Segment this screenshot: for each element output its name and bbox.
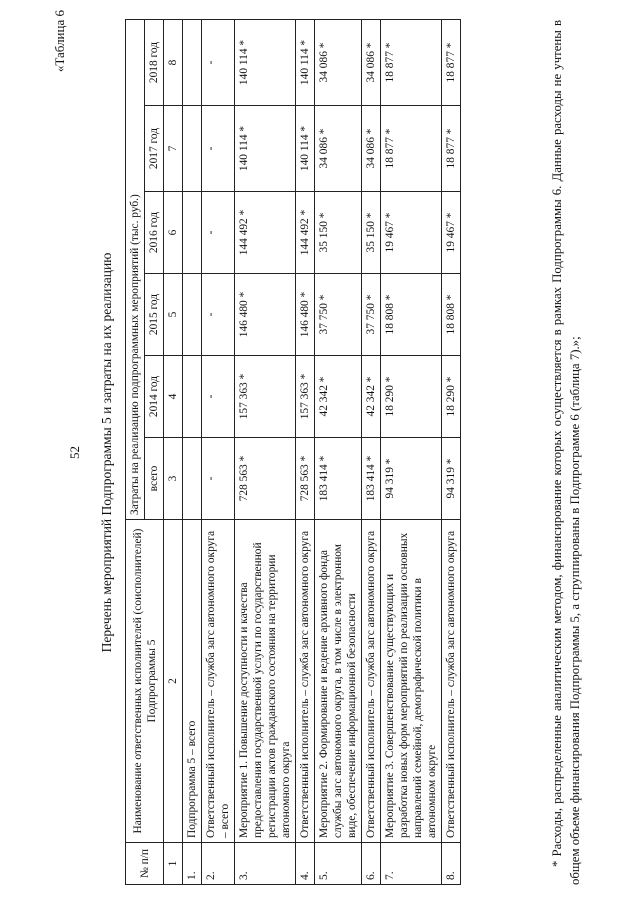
- cell-2016: 19 467 *: [442, 192, 461, 274]
- cell-2018: 18 877 *: [381, 19, 442, 105]
- cell-2018: 140 114 *: [235, 19, 296, 105]
- row-number: 5.: [315, 843, 362, 885]
- cell-2018: [183, 19, 202, 105]
- cell-2018: 140 114 *: [296, 19, 315, 105]
- row-number: 2.: [202, 843, 235, 885]
- row-number: 7.: [381, 843, 442, 885]
- header-2014: 2014 год: [145, 356, 164, 438]
- row-name: Подпрограмма 5 – всего: [183, 520, 202, 843]
- index-cell: 3: [164, 438, 183, 520]
- cell-2018: 34 086 *: [315, 19, 362, 105]
- index-cell: 4: [164, 356, 183, 438]
- table-row: [362, 19, 381, 884]
- cell-2014: 42 342 *: [362, 356, 381, 438]
- header-2016: 2016 год: [145, 192, 164, 274]
- header-costs: Затраты на реализацию подпрограммных мероприятий (тыс. руб.): [126, 19, 145, 519]
- cell-total: 728 563 *: [235, 438, 296, 520]
- index-cell: 5: [164, 274, 183, 356]
- table-row: [183, 19, 202, 884]
- cell-total: 94 319 *: [381, 438, 442, 520]
- cell-2014: 157 363 *: [296, 356, 315, 438]
- cell-2015: 146 480 *: [235, 274, 296, 356]
- cell-2018: 18 877 *: [442, 19, 461, 105]
- cell-2014: 42 342 *: [315, 356, 362, 438]
- row-number: 6.: [362, 843, 381, 885]
- row-name: Ответственный исполнитель – служба загс автономного округа: [442, 520, 461, 843]
- row-name: Ответственный исполнитель – служба загс автономного округа: [296, 520, 315, 843]
- cell-2017: [183, 106, 202, 192]
- cell-2014: 157 363 *: [235, 356, 296, 438]
- index-cell: 6: [164, 192, 183, 274]
- row-number: 1.: [183, 843, 202, 885]
- table-container: [125, 20, 461, 885]
- cell-2017: 140 114 *: [296, 106, 315, 192]
- cell-2016: 35 150 *: [362, 192, 381, 274]
- footnote: * Расходы, распределенные аналитическим методом, финансирование которых осуществляется в рамках Подпрограммы 6. Данные расходы не учтены в общем объеме финансирования Подпрограммы 5, а сгруппированы в Подпрограмме 6 (таблица 7).»;: [550, 20, 582, 885]
- index-cell: 7: [164, 106, 183, 192]
- index-cell: 2: [164, 520, 183, 843]
- header-num: № п/п: [126, 843, 164, 885]
- cell-total: 183 414 *: [362, 438, 381, 520]
- table-row: [235, 19, 296, 884]
- measures-cost-table: [125, 19, 461, 885]
- column-index-row: [164, 19, 183, 884]
- cell-2016: [183, 192, 202, 274]
- index-cell: 1: [164, 843, 183, 885]
- cell-2018: -: [202, 19, 235, 105]
- header-2018: 2018 год: [145, 19, 164, 105]
- row-number: 3.: [235, 843, 296, 885]
- cell-2017: 34 086 *: [362, 106, 381, 192]
- cell-2015: 18 808 *: [381, 274, 442, 356]
- header-2017: 2017 год: [145, 106, 164, 192]
- row-name: Мероприятие 1. Повышение доступности и качества предоставления государственной услуги по государственной регистрации актов гражданского состояния на территории автономного округа: [235, 520, 296, 843]
- cell-total: 183 414 *: [315, 438, 362, 520]
- cell-2015: 37 750 *: [315, 274, 362, 356]
- cell-2015: 146 480 *: [296, 274, 315, 356]
- cell-2016: 19 467 *: [381, 192, 442, 274]
- table-label: «Таблица 6: [52, 10, 67, 73]
- cell-2017: 18 877 *: [442, 106, 461, 192]
- cell-2016: 144 492 *: [235, 192, 296, 274]
- cell-2014: [183, 356, 202, 438]
- cell-total: 94 319 *: [442, 438, 461, 520]
- row-name: Ответственный исполнитель – служба загс автономного округа – всего: [202, 520, 235, 843]
- cell-2017: -: [202, 106, 235, 192]
- cell-2015: -: [202, 274, 235, 356]
- cell-2017: 18 877 *: [381, 106, 442, 192]
- cell-2014: 18 290 *: [381, 356, 442, 438]
- cell-total: [183, 438, 202, 520]
- cell-2016: -: [202, 192, 235, 274]
- row-number: 4.: [296, 843, 315, 885]
- row-name: Мероприятие 2. Формирование и ведение архивного фонда службы загс автономного округа, в том числе в электронном виде, обеспечение информационной безопасности: [315, 520, 362, 843]
- cell-2015: [183, 274, 202, 356]
- cell-2014: 18 290 *: [442, 356, 461, 438]
- row-number: 8.: [442, 843, 461, 885]
- cell-2015: 37 750 *: [362, 274, 381, 356]
- row-name: Ответственный исполнитель – служба загс автономного округа: [362, 520, 381, 843]
- header-2015: 2015 год: [145, 274, 164, 356]
- table-row: [202, 19, 235, 884]
- table-row: [315, 19, 362, 884]
- header-total: всего: [145, 438, 164, 520]
- row-name: Мероприятие 3. Совершенствование существующих и разработка новых форм мероприятий по реализации основных направлений семейной, демографической политики в автономном округе: [381, 520, 442, 843]
- page-number: 52: [67, 446, 82, 459]
- index-cell: 8: [164, 19, 183, 105]
- cell-total: -: [202, 438, 235, 520]
- cell-total: 728 563 *: [296, 438, 315, 520]
- table-row: [296, 19, 315, 884]
- cell-2015: 18 808 *: [442, 274, 461, 356]
- cell-2016: 144 492 *: [296, 192, 315, 274]
- cell-2016: 35 150 *: [315, 192, 362, 274]
- cell-2018: 34 086 *: [362, 19, 381, 105]
- header-name: Наименование ответственных исполнителей (соисполнителей) Подпрограммы 5: [126, 520, 164, 843]
- document-title: Перечень мероприятий Подпрограммы 5 и затраты на их реализацию: [99, 252, 114, 653]
- header-row-1: [126, 19, 145, 884]
- cell-2017: 34 086 *: [315, 106, 362, 192]
- cell-2017: 140 114 *: [235, 106, 296, 192]
- table-row: [442, 19, 461, 884]
- table-row: [381, 19, 442, 884]
- cell-2014: -: [202, 356, 235, 438]
